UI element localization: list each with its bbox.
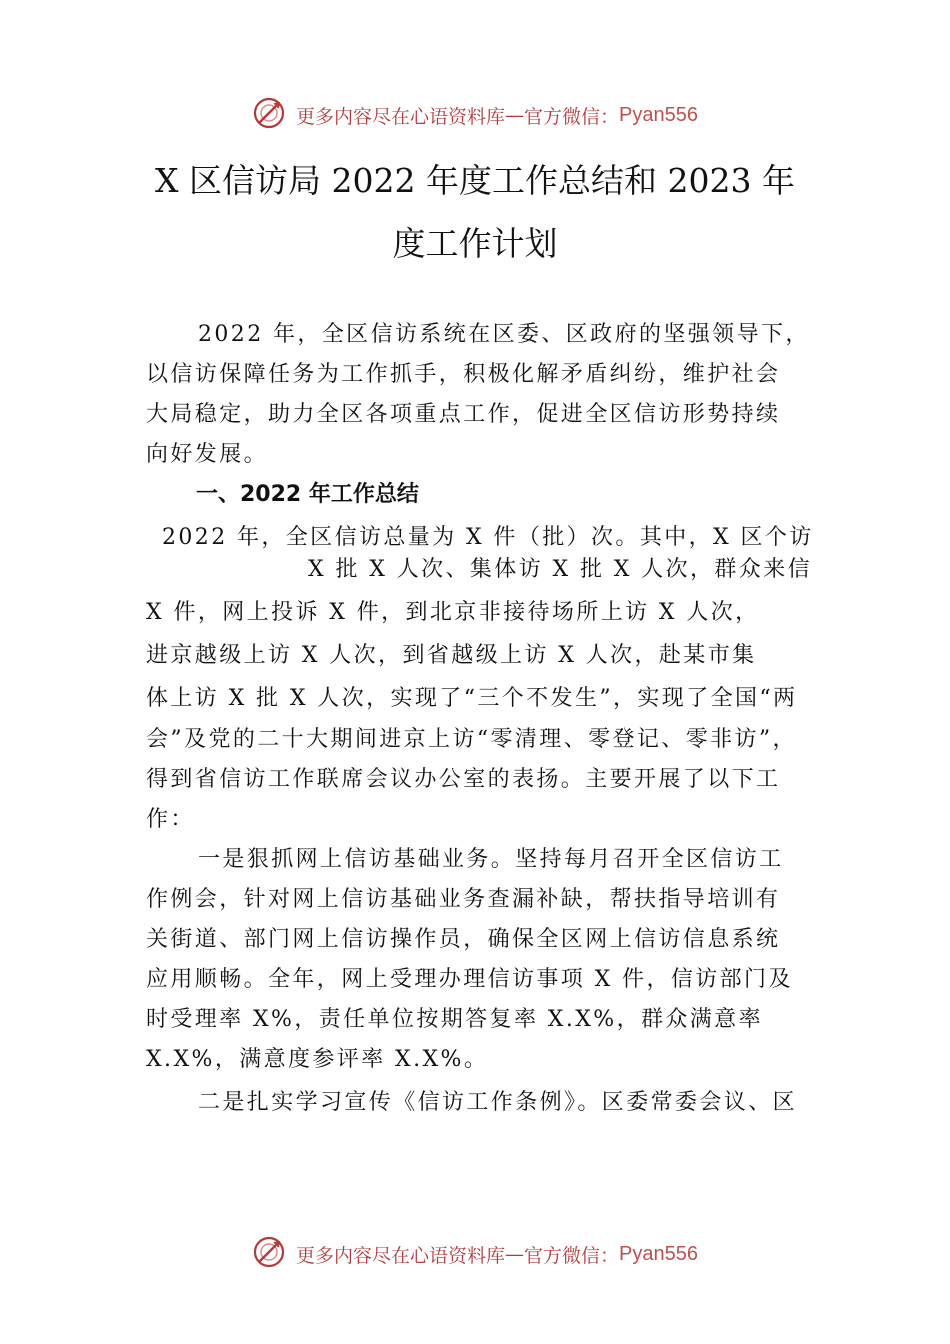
watermark-brand: 更多内容尽在心语资料库	[296, 1245, 506, 1267]
body-line: 作例会，针对网上信访基础业务查漏补缺，帮扶指导培训有	[146, 887, 781, 912]
watermark-wechat-id: Pyan556	[619, 104, 699, 126]
watermark-logo-icon	[252, 1235, 286, 1274]
body-line: 关街道、部门网上信访操作员，确保全区网上信访信息系统	[146, 927, 781, 952]
body-line: 2022 年，全区信访系统在区委、区政府的坚强领导下，	[198, 322, 810, 347]
body-line: 进京越级上访 X 人次，到省越级上访 X 人次，赴某市集	[146, 643, 757, 668]
body-line: 体上访 X 批 X 人次，实现了“三个不发生”，实现了全国“两	[146, 686, 798, 711]
watermark-banner-bottom	[0, 1235, 950, 1274]
body-line: 二是扎实学习宣传《信访工作条例》。区委常委会议、区	[198, 1090, 798, 1115]
body-line: 得到省信访工作联席会议办公室的表扬。主要开展了以下工	[146, 767, 781, 792]
body-line: 向好发展。	[146, 442, 269, 467]
body-line: X.X%，满意度参评率 X.X%。	[146, 1047, 489, 1072]
body-line: 应用顺畅。全年，网上受理办理信访事项 X 件，信访部门及	[146, 967, 793, 992]
watermark-separator: —	[505, 1243, 525, 1266]
body-line: 2022 年，全区信访总量为 X 件（批）次。其中，X 区个访	[162, 525, 814, 550]
watermark-separator: —	[505, 104, 525, 127]
body-line: X 批 X 人次、集体访 X 批 X 人次，群众来信	[308, 557, 813, 582]
document-title-line-1: X 区信访局 2022 年度工作总结和 2023 年	[155, 161, 795, 200]
body-line: 会”及党的二十大期间进京上访“零清理、零登记、零非访”，	[146, 727, 797, 752]
document-title-line-2: 度工作计划	[392, 224, 558, 263]
watermark-wechat-id: Pyan556	[619, 1243, 699, 1265]
body-line: X 件，网上投诉 X 件，到北京非接待场所上访 X 人次，	[146, 600, 760, 625]
watermark-logo-icon	[252, 96, 286, 135]
watermark-wechat-label: 官方微信：	[524, 1245, 620, 1267]
body-line: 以信访保障任务为工作抓手，积极化解矛盾纠纷，维护社会	[146, 362, 781, 387]
watermark-brand: 更多内容尽在心语资料库	[296, 106, 506, 128]
body-line: 时受理率 X%，责任单位按期答复率 X.X%，群众满意率	[146, 1007, 763, 1032]
body-line: 大局稳定，助力全区各项重点工作，促进全区信访形势持续	[146, 402, 781, 427]
body-line: 一是狠抓网上信访基础业务。坚持每月召开全区信访工	[198, 847, 784, 872]
section-heading: 一、2022 年工作总结	[196, 482, 419, 507]
watermark-wechat-label: 官方微信：	[524, 106, 620, 128]
watermark-banner-top	[0, 96, 950, 135]
body-line: 作：	[146, 807, 195, 832]
